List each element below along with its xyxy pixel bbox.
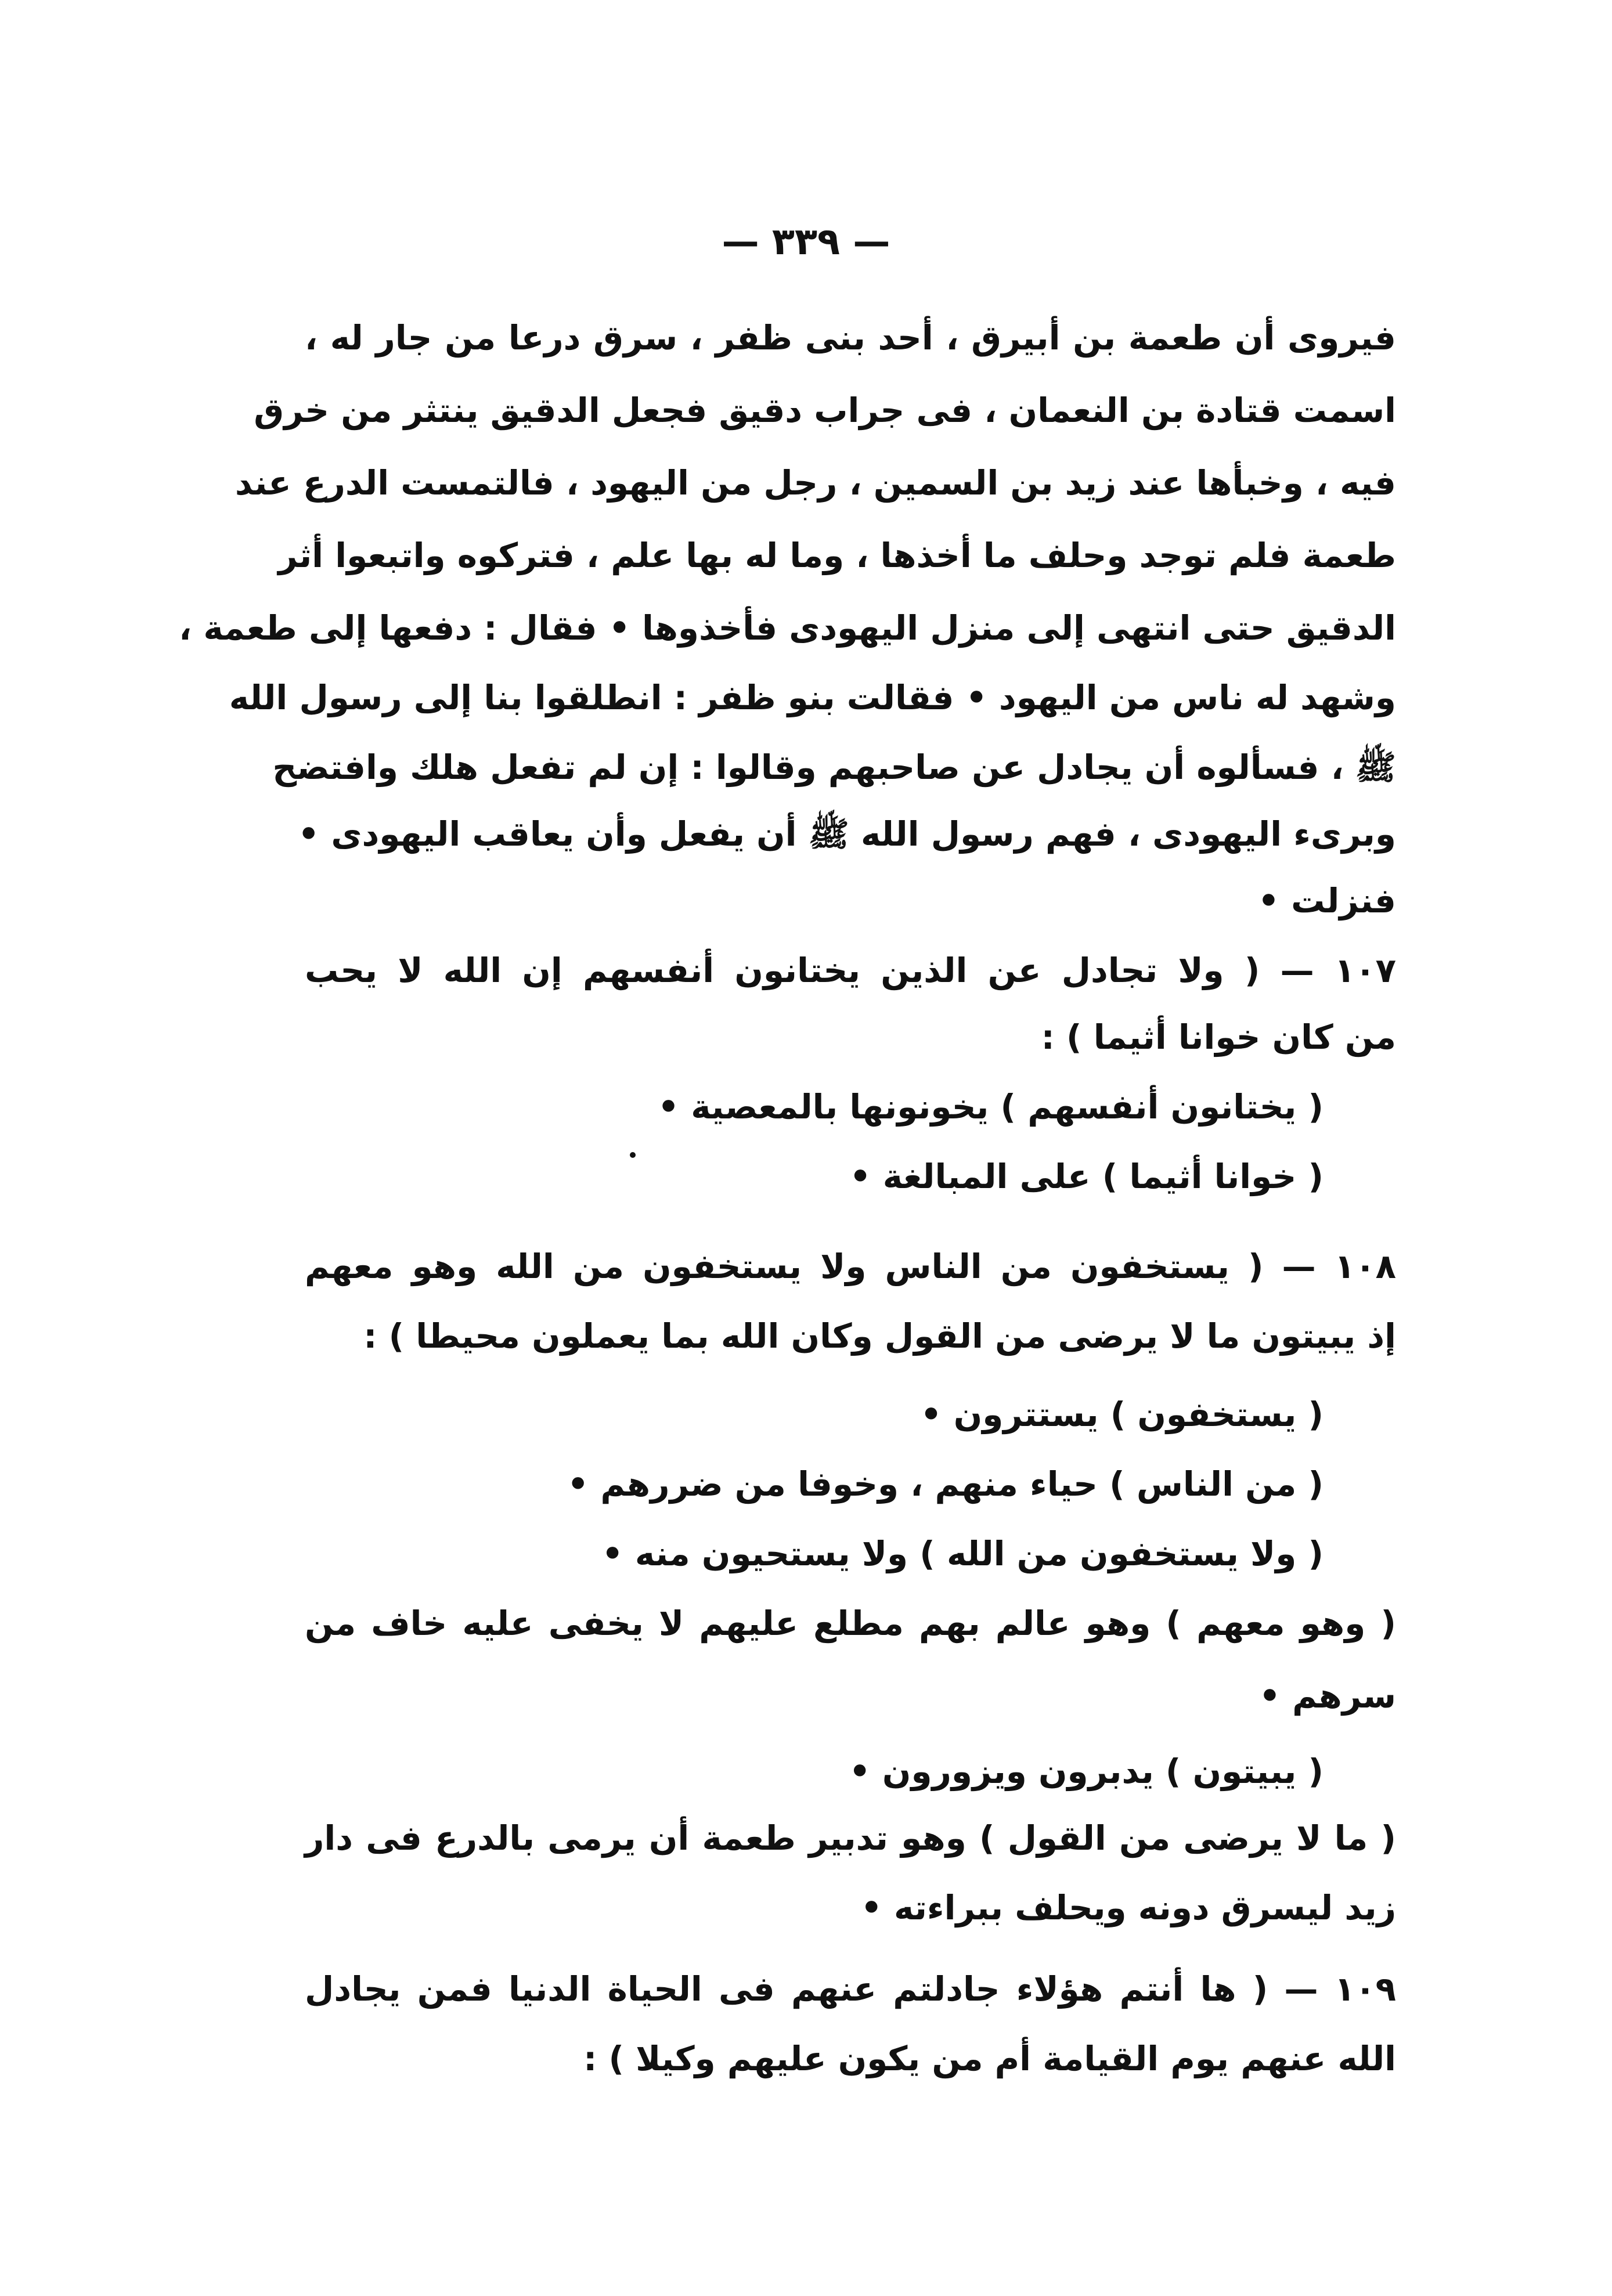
verse-heading-107: ١٠٧ — ( ولا تجادل عن الذين يختانون أنفسهم إن الله لا يحب <box>305 951 1396 990</box>
gloss-line: ( ولا يستخفون من الله ) ولا يستحيون منه • <box>601 1534 1324 1573</box>
text-line: إذ يبيتون ما لا يرضى من القول وكان الله بما يعملون محيطا ) : <box>363 1316 1396 1356</box>
body-text <box>179 0 1396 2296</box>
text-line: ﷺ ، فسألوه أن يجادل عن صاحبهم وقالوا : إن لم تفعل هلك وافتضح <box>272 748 1396 787</box>
text-line: من كان خوانا أثيما ) : <box>1041 1017 1396 1057</box>
verse-heading-109: ١٠٩ — ( ها أنتم هؤلاء جادلتم عنهم فى الحياة الدنيا فمن يجادل <box>305 1969 1396 2009</box>
text-line: الله عنهم يوم القيامة أم من يكون عليهم وكيلا ) : <box>583 2039 1396 2078</box>
text-line: فيروى أن طعمة بن أبيرق ، أحد بنى ظفر ، سرق درعا من جار له ، <box>305 318 1396 358</box>
page-number: — ٣٣٩ — <box>722 221 890 263</box>
text-line: الدقيق حتى انتهى إلى منزل اليهودى فأخذوها • فقال : دفعها إلى طعمة ، <box>179 608 1396 648</box>
gloss-line: ( يختانون أنفسهم ) يخونونها بالمعصية • <box>657 1087 1324 1127</box>
scan-speck <box>630 1152 636 1158</box>
gloss-line: ( وهو معهم ) وهو عالم بهم مطلع عليهم لا يخفى عليه خاف من <box>305 1604 1396 1643</box>
gloss-line: ( من الناس ) حياء منهم ، وخوفا من ضررهم • <box>567 1464 1324 1504</box>
text-line: وبرىء اليهودى ، فهم رسول الله ﷺ أن يفعل وأن يعاقب اليهودى • <box>298 814 1396 854</box>
gloss-line: ( ما لا يرضى من القول ) وهو تدبير طعمة أن يرمى بالدرع فى دار <box>305 1818 1396 1858</box>
verse-heading-108: ١٠٨ — ( يستخفون من الناس ولا يستخفون من الله وهو معهم <box>305 1247 1396 1286</box>
text-line: زيد ليسرق دونه ويحلف ببراءته • <box>860 1888 1396 1927</box>
text-line: سرهم • <box>1258 1676 1396 1716</box>
text-line: فنزلت • <box>1257 881 1396 920</box>
gloss-line: ( يبيتون ) يدبرون ويزورون • <box>849 1752 1324 1791</box>
gloss-line: ( خوانا أثيما ) على المبالغة • <box>849 1157 1324 1196</box>
text-line: فيه ، وخبأها عند زيد بن السمين ، رجل من اليهود ، فالتمست الدرع عند <box>235 463 1396 503</box>
text-line: وشهد له ناس من اليهود • فقالت بنو ظفر : انطلقوا بنا إلى رسول الله <box>229 678 1396 717</box>
text-line: اسمت قتادة بن النعمان ، فى جراب دقيق فجعل الدقيق ينتثر من خرق <box>254 391 1396 430</box>
gloss-line: ( يستخفون ) يستترون • <box>920 1395 1324 1434</box>
text-line: طعمة فلم توجد وحلف ما أخذها ، وما له بها علم ، فتركوه واتبعوا أثر <box>278 536 1396 575</box>
